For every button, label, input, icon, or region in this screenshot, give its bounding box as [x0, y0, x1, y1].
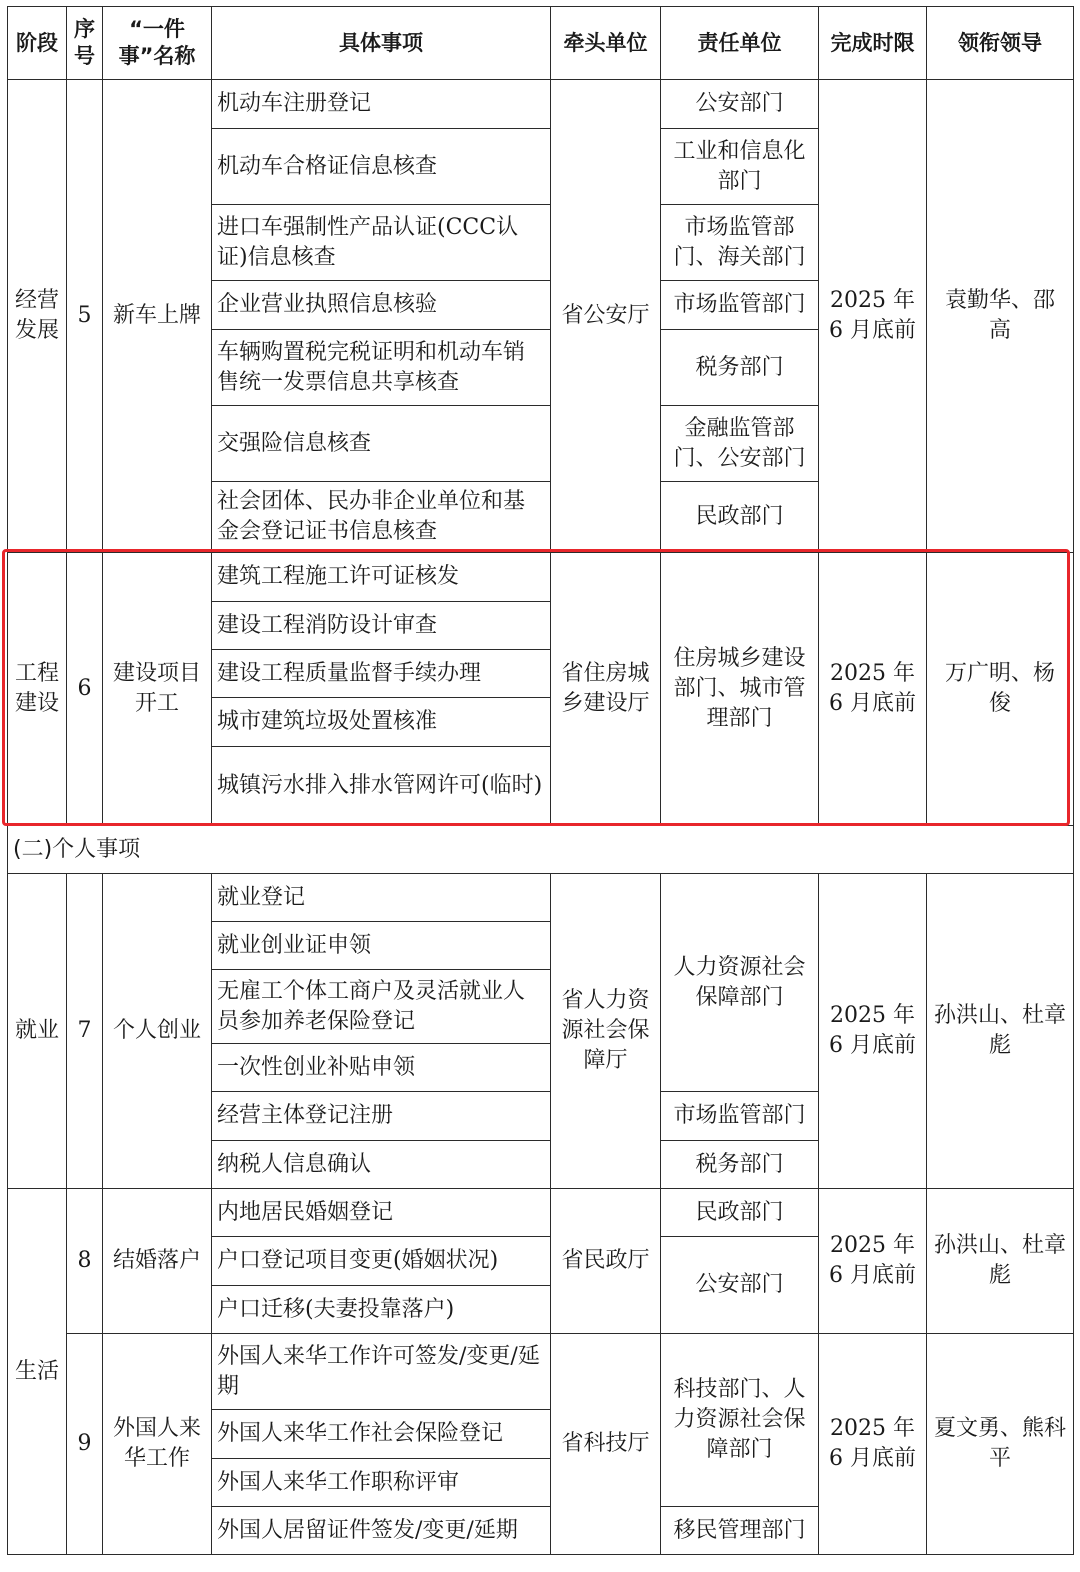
header-row: [8, 7, 1074, 80]
deadline-cell: 2025 年 6 月底前: [819, 553, 927, 826]
item-cell: 外国人来华工作社会保险登记: [212, 1410, 551, 1459]
matter-name-cell: 个人创业: [103, 874, 212, 1189]
item-cell: 建筑工程施工许可证核发: [212, 553, 551, 602]
header-lead: 牵头单位: [551, 7, 661, 80]
deadline-cell: 2025 年 6 月底前: [819, 1334, 927, 1555]
resp-unit-cell: 住房城乡建设部门、城市管理部门: [661, 553, 819, 826]
item-cell: 就业登记: [212, 874, 551, 922]
item-cell: 外国人来华工作职称评审: [212, 1459, 551, 1507]
seq-cell: 9: [67, 1334, 103, 1555]
seq-cell: 7: [67, 874, 103, 1189]
table-row: [8, 1189, 1074, 1237]
leader-cell: 袁勤华、邵 高: [927, 80, 1074, 553]
resp-unit-cell: 税务部门: [661, 1141, 819, 1189]
item-cell: 车辆购置税完税证明和机动车销售统一发票信息共享核查: [212, 330, 551, 406]
resp-unit-cell: 市场监管部门: [661, 1092, 819, 1141]
lead-unit-cell: 省科技厅: [551, 1334, 661, 1555]
item-cell: 机动车合格证信息核查: [212, 129, 551, 205]
item-cell: 无雇工个体工商户及灵活就业人员参加养老保险登记: [212, 970, 551, 1044]
section-title: (二)个人事项: [8, 826, 1074, 874]
leader-cell: 孙洪山、杜章彪: [927, 1189, 1074, 1334]
lead-unit-cell: 省民政厅: [551, 1189, 661, 1334]
stage-cell: 生活: [8, 1189, 67, 1555]
resp-unit-cell: 金融监管部门、公安部门: [661, 406, 819, 482]
item-cell: 进口车强制性产品认证(CCC认证)信息核查: [212, 205, 551, 281]
table-row: [8, 80, 1074, 129]
item-cell: 外国人来华工作许可签发/变更/延期: [212, 1334, 551, 1410]
matter-name-cell: 外国人来华工作: [103, 1334, 212, 1555]
item-cell: 城镇污水排入排水管网许可(临时): [212, 747, 551, 826]
resp-unit-cell: 市场监管部门、海关部门: [661, 205, 819, 281]
table-row: [8, 1334, 1074, 1410]
deadline-cell: 2025 年 6 月底前: [819, 80, 927, 553]
resp-unit-cell: 税务部门: [661, 330, 819, 406]
item-cell: 一次性创业补贴申领: [212, 1044, 551, 1092]
item-cell: 社会团体、民办非企业单位和基金会登记证书信息核查: [212, 482, 551, 553]
item-cell: 纳税人信息确认: [212, 1141, 551, 1189]
header-stage: 阶段: [8, 7, 67, 80]
leader-cell: 夏文勇、熊科平: [927, 1334, 1074, 1555]
header-resp: 责任单位: [661, 7, 819, 80]
deadline-cell: 2025 年 6 月底前: [819, 874, 927, 1189]
seq-cell: 5: [67, 80, 103, 553]
header-leader: 领衔领导: [927, 7, 1074, 80]
item-cell: 建设工程消防设计审查: [212, 602, 551, 650]
stage-cell: 就业: [8, 874, 67, 1189]
stage-cell: 经营发展: [8, 80, 67, 553]
seq-cell: 8: [67, 1189, 103, 1334]
leader-cell: 万广明、杨 俊: [927, 553, 1074, 826]
resp-unit-cell: 移民管理部门: [661, 1507, 819, 1555]
leader-cell: 孙洪山、杜章彪: [927, 874, 1074, 1189]
header-name: “一件事”名称: [103, 7, 212, 80]
resp-unit-cell: 人力资源社会保障部门: [661, 874, 819, 1092]
lead-unit-cell: 省公安厅: [551, 80, 661, 553]
section-row: [8, 826, 1074, 874]
stage-cell: 工程建设: [8, 553, 67, 826]
header-item: 具体事项: [212, 7, 551, 80]
header-deadline: 完成时限: [819, 7, 927, 80]
table-row: [8, 874, 1074, 922]
header-seq: 序号: [67, 7, 103, 80]
resp-unit-cell: 工业和信息化部门: [661, 129, 819, 205]
item-cell: 外国人居留证件签发/变更/延期: [212, 1507, 551, 1555]
matter-name-cell: 建设项目开工: [103, 553, 212, 826]
resp-unit-cell: 公安部门: [661, 1237, 819, 1334]
resp-unit-cell: 民政部门: [661, 1189, 819, 1237]
task-table: [7, 6, 1078, 1555]
resp-unit-cell: 公安部门: [661, 80, 819, 129]
matter-name-cell: 新车上牌: [103, 80, 212, 553]
item-cell: 城市建筑垃圾处置核准: [212, 698, 551, 747]
resp-unit-cell: 科技部门、人力资源社会保障部门: [661, 1334, 819, 1507]
lead-unit-cell: 省住房城乡建设厅: [551, 553, 661, 826]
resp-unit-cell: 民政部门: [661, 482, 819, 553]
matter-name-cell: 结婚落户: [103, 1189, 212, 1334]
table-row: [8, 553, 1074, 602]
item-cell: 内地居民婚姻登记: [212, 1189, 551, 1237]
resp-unit-cell: 市场监管部门: [661, 281, 819, 330]
item-cell: 经营主体登记注册: [212, 1092, 551, 1141]
deadline-cell: 2025 年 6 月底前: [819, 1189, 927, 1334]
item-cell: 企业营业执照信息核验: [212, 281, 551, 330]
lead-unit-cell: 省人力资源社会保障厅: [551, 874, 661, 1189]
item-cell: 户口迁移(夫妻投靠落户): [212, 1286, 551, 1334]
item-cell: 就业创业证申领: [212, 922, 551, 970]
item-cell: 交强险信息核查: [212, 406, 551, 482]
item-cell: 机动车注册登记: [212, 80, 551, 129]
item-cell: 户口登记项目变更(婚姻状况): [212, 1237, 551, 1286]
seq-cell: 6: [67, 553, 103, 826]
item-cell: 建设工程质量监督手续办理: [212, 650, 551, 698]
